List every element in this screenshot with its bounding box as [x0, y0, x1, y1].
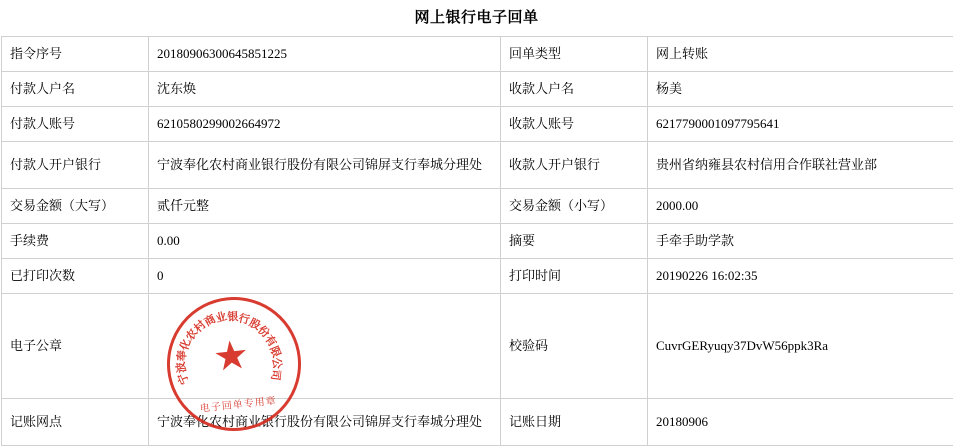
row-label-left: 付款人开户银行	[2, 142, 149, 189]
table-row	[2, 37, 953, 72]
row-value-left: 20180906300645851225	[149, 37, 501, 72]
row-label-right: 记账日期	[501, 399, 648, 446]
row-value-right: CuvrGERyuqy37DvW56ppk3Ra	[648, 294, 953, 399]
table-row	[2, 142, 953, 189]
table-row	[2, 107, 953, 142]
electronic-seal-cell	[149, 294, 501, 399]
table-row	[2, 399, 953, 446]
seal-sub-text: 电子回单专用章	[174, 392, 303, 419]
table-row	[2, 189, 953, 224]
table-row	[2, 259, 953, 294]
row-label-left: 记账网点	[2, 399, 149, 446]
row-label-left: 指令序号	[2, 37, 149, 72]
page-title: 网上银行电子回单	[0, 0, 953, 36]
row-label-right: 交易金额（小写）	[501, 189, 648, 224]
row-value-right: 6217790001097795641	[648, 107, 953, 142]
official-seal-icon	[160, 290, 307, 437]
table-row-stamp	[2, 294, 953, 399]
row-value-right: 贵州省纳雍县农村信用合作联社营业部	[648, 142, 953, 189]
row-label-right: 回单类型	[501, 37, 648, 72]
row-label-right: 打印时间	[501, 259, 648, 294]
row-value-right: 杨美	[648, 72, 953, 107]
row-value-left: 0.00	[149, 224, 501, 259]
row-label-right: 收款人开户银行	[501, 142, 648, 189]
row-label-left: 付款人户名	[2, 72, 149, 107]
row-label-left: 付款人账号	[2, 107, 149, 142]
table-row	[2, 72, 953, 107]
row-label-left: 手续费	[2, 224, 149, 259]
row-label-right: 收款人户名	[501, 72, 648, 107]
row-label-left: 电子公章	[2, 294, 149, 399]
row-value-right: 网上转账	[648, 37, 953, 72]
seal-arc-text: 宁 波 奉 化 农 村 商 业 银 行 股 份 有 限 公 司	[164, 294, 305, 435]
stamp-container	[157, 300, 492, 392]
row-label-right: 摘要	[501, 224, 648, 259]
row-value-left: 0	[149, 259, 501, 294]
row-value-left: 宁波奉化农村商业银行股份有限公司锦屏支行奉城分理处	[149, 142, 501, 189]
row-value-right: 20190226 16:02:35	[648, 259, 953, 294]
row-label-right: 收款人账号	[501, 107, 648, 142]
row-value-right: 手牵手助学款	[648, 224, 953, 259]
row-value-left: 沈东焕	[149, 72, 501, 107]
seal-inner	[164, 294, 305, 435]
row-value-left: 贰仟元整	[149, 189, 501, 224]
receipt-table	[1, 36, 953, 446]
row-label-left: 交易金额（大写）	[2, 189, 149, 224]
row-label-right: 校验码	[501, 294, 648, 399]
row-value-right: 20180906	[648, 399, 953, 446]
row-value-right: 2000.00	[648, 189, 953, 224]
row-value-left: 6210580299002664972	[149, 107, 501, 142]
row-value-left: 宁波奉化农村商业银行股份有限公司锦屏支行奉城分理处	[149, 399, 501, 446]
table-row	[2, 224, 953, 259]
row-label-left: 已打印次数	[2, 259, 149, 294]
